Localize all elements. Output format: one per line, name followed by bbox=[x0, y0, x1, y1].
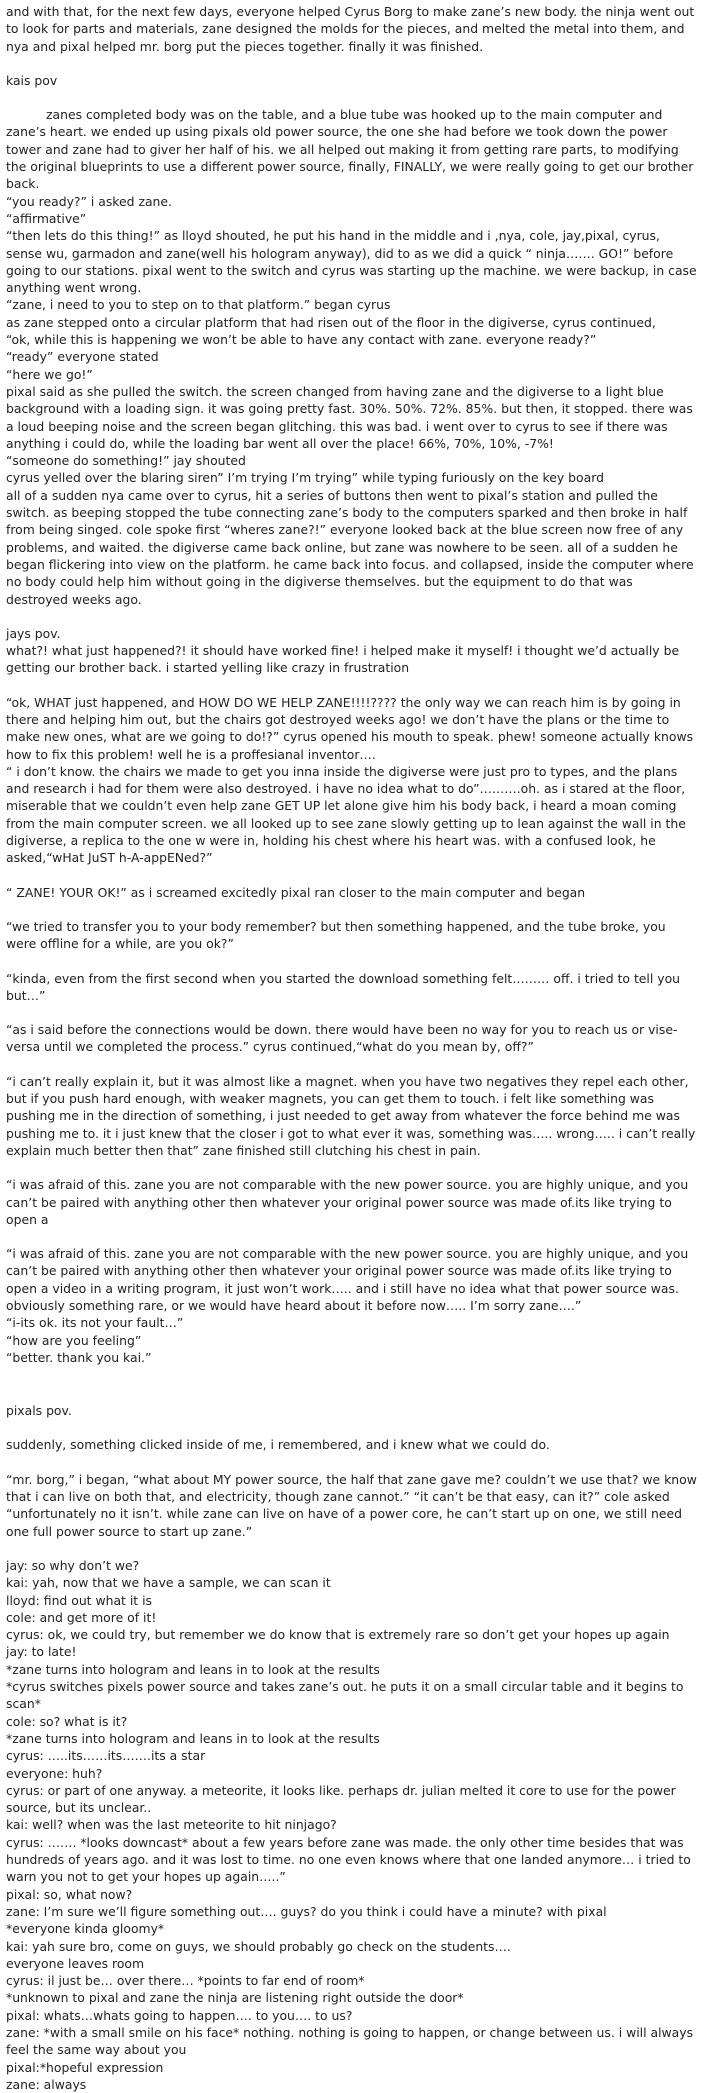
paragraph: kais pov bbox=[6, 72, 58, 88]
paragraph-spacer bbox=[6, 608, 698, 625]
paragraph: “ok, WHAT just happened, and HOW DO WE HELP ZANE!!!!???? the only way we can reach him is by going in there and helping him out, but the chairs got destroyed weeks ago! we don’t have the plans or the time to make new ones, what are we going to do!?” cyrus opened his mouth to speak. phew! someone actually knows how to fix this problem! well he is a proffesianal inventor…. bbox=[6, 694, 694, 762]
paragraph: pixals pov. bbox=[6, 1403, 72, 1419]
paragraph: “i can’t really explain it, but it was almost like a magnet. when you have two negatives they repel each other, but if you push hard enough, with weaker magnets, you can get them to touch. i felt like something was pushing me in the direction of something, i just needed to get away from whatever the force behind me was pushing me to. it i just knew that the closer i got to what ever it was, something was….. wrong….. i can’t really explain much better then that” zane finished still clutching his chest in pain. bbox=[6, 1073, 696, 1158]
paragraph: “i was afraid of this. zane you are not comparable with the new power source. you are highly unique, and you can’t be paired with anything other then whatever your original power source was made of.its like trying to open a video in a writing program, it just won’t work….. and i still have no idea what that power source was. obviously something rare, or we would have heard about it before now….. I’m sorry zane….” bbox=[6, 1246, 689, 1313]
paragraph-spacer bbox=[6, 1366, 698, 1402]
paragraph: *everyone kinda gloomy* bbox=[6, 1921, 165, 1937]
paragraph: “better. thank you kai.” bbox=[6, 1349, 152, 1365]
paragraph: zane: I’m sure we’ll figure something out…. guys? do you think i could have a minute? with pixal bbox=[6, 1903, 607, 1919]
paragraph: cyrus: ok, we could try, but remember we do know that is extremely rare so don’t get your hopes up again bbox=[6, 1627, 670, 1643]
paragraph: “i was afraid of this. zane you are not comparable with the new power source. you are highly unique, and you can’t be paired with anything other then whatever your original power source was made of.its like trying to open a bbox=[6, 1177, 689, 1227]
paragraph-spacer bbox=[6, 55, 698, 72]
paragraph-spacer bbox=[6, 1056, 698, 1073]
paragraph: pixal said as she pulled the switch. the screen changed from having zane and the digiverse to a light blue background with a loading sign. it was going pretty fast. 30%. 50%. 72%. 85%. but then, it stopped. there was a loud beeping noise and the screen began glitching. this was bad. i went over to cyrus to see if there was anything i could do, while the loading bar went all over the place! 66%, 70%, 10%, -7%! bbox=[6, 383, 693, 451]
paragraph: everyone leaves room bbox=[6, 1955, 145, 1971]
paragraph: zane: *with a small smile on his face* nothing. nothing is going to happen, or change between us. i will always feel the same way about you bbox=[6, 2024, 694, 2058]
paragraph: cyrus: ……. *looks downcast* about a few years before zane was made. the only other time besides that was hundreds of years ago. and it was lost to time. no one even knows where that one landed anymore… i tried to warn you not to get your hopes up again…..” bbox=[6, 1834, 691, 1885]
paragraph: zanes completed body was on the table, and a blue tube was hooked up to the main computer and zane’s heart. we ended up using pixals old power source, the one she had before we took down the power tower and zane had to giver her half of his. we all helped out making it from getting rare parts, to modifying the original blueprints to use a different power source, finally, FINALLY, we were really going to get our brother back. bbox=[6, 107, 694, 192]
paragraph: *zane turns into hologram and leans in to look at the results bbox=[6, 1661, 380, 1677]
paragraph: “ok, while this is happening we won’t be able to have any contact with zane. everyone ready?” bbox=[6, 332, 597, 348]
paragraph-spacer bbox=[6, 1228, 698, 1245]
paragraph: kai: yah, now that we have a sample, we can scan it bbox=[6, 1575, 331, 1591]
paragraph: jay: to late! bbox=[6, 1644, 77, 1660]
paragraph: pixal:*hopeful expression bbox=[6, 2059, 164, 2075]
paragraph: cyrus: or part of one anyway. a meteorite, it looks like. perhaps dr. julian melted it core to use for the power source, but its unclear.. bbox=[6, 1782, 676, 1816]
paragraph: *unknown to pixal and zane the ninja are listening right outside the door* bbox=[6, 1990, 464, 2006]
paragraph: cyrus: il just be… over there… *points to far end of room* bbox=[6, 1973, 365, 1989]
paragraph-spacer bbox=[6, 1540, 698, 1557]
paragraph-spacer bbox=[6, 953, 698, 970]
paragraph-spacer bbox=[6, 1454, 698, 1471]
paragraph: “kinda, even from the first second when you started the download something felt……… off. i tried to tell you but…” bbox=[6, 970, 681, 1003]
paragraph: *cyrus switches pixels power source and takes zane’s out. he puts it on a small circular table and it begins to scan* bbox=[6, 1679, 684, 1712]
paragraph: what?! what just happened?! it should have worked fine! i helped make it myself! i thought we’d actually be getting our brother back. i started yelling like crazy in frustration bbox=[6, 643, 680, 676]
paragraph: pixal: whats…whats going to happen…. to you…. to us? bbox=[6, 2007, 353, 2023]
paragraph: “someone do something!” jay shouted bbox=[6, 453, 246, 469]
paragraph: lloyd: find out what it is bbox=[6, 1592, 152, 1608]
paragraph: “here we go!” bbox=[6, 366, 93, 382]
paragraph: suddenly, something clicked inside of me, i remembered, and i knew what we could do. bbox=[6, 1437, 550, 1453]
paragraph: cyrus: …..its……its…….its a star bbox=[6, 1748, 206, 1764]
paragraph: jay: so why don’t we? bbox=[6, 1557, 140, 1573]
paragraph: cole: and get more of it! bbox=[6, 1609, 157, 1625]
paragraph: jays pov. bbox=[6, 625, 61, 641]
paragraph-spacer bbox=[6, 1159, 698, 1176]
paragraph: cyrus yelled over the blaring siren” I’m trying I’m trying” while typing furiously on the key board bbox=[6, 470, 604, 486]
paragraph: kai: yah sure bro, come on guys, we should probably go check on the students…. bbox=[6, 1938, 511, 1954]
paragraph-spacer bbox=[6, 867, 698, 884]
paragraph-spacer bbox=[6, 89, 698, 106]
paragraph: “i-its ok. its not your fault…” bbox=[6, 1315, 184, 1331]
paragraph: “you ready?” i asked zane. bbox=[6, 193, 172, 209]
paragraph-spacer bbox=[6, 677, 698, 694]
paragraph: and with that, for the next few days, everyone helped Cyrus Borg to make zane’s new body. the ninja went out to look for parts and materials, zane designed the molds for the pieces, and melted the metal into them, and nya and pixal helped mr. borg put the pieces together. finally it was finished. bbox=[6, 4, 695, 54]
paragraph: pixal: so, what now? bbox=[6, 1886, 133, 1902]
paragraph: as zane stepped onto a circular platform that had risen out of the floor in the digiverse, cyrus continued, bbox=[6, 314, 656, 330]
paragraph: *zane turns into hologram and leans in to look at the results bbox=[6, 1730, 380, 1746]
paragraph: zane: always bbox=[6, 2076, 87, 2092]
paragraph: “ready” everyone stated bbox=[6, 349, 159, 365]
paragraph-spacer bbox=[6, 1004, 698, 1021]
paragraph: “we tried to transfer you to your body remember? but then something happened, and the tube broke, you were offline for a while, are you ok?” bbox=[6, 918, 666, 952]
paragraph: “how are you feeling” bbox=[6, 1332, 142, 1348]
paragraph: “as i said before the connections would be down. there would have been no way for you to reach us or vise-versa until we completed the process.” cyrus continued,“what do you mean by, off?” bbox=[6, 1022, 678, 1055]
paragraph: all of a sudden nya came over to cyrus, hit a series of buttons then went to pixal’s station and pulled the switch. as beeping stopped the tube connecting zane’s body to the computers sparked and then broke in half from being singed. cole spoke first “wheres zane?!” everyone looked back at the blue screen now free of any problems, and waited. the digiverse came back online, but zane was nowhere to be seen. all of a sudden he began flickering into view on the platform. he came back into focus. and collapsed, inside the computer where no body could help him without going in the digiverse themselves. but the equipment to do that was destroyed weeks ago. bbox=[6, 487, 694, 607]
paragraph: kai: well? when was the last meteorite to hit ninjago? bbox=[6, 1817, 337, 1833]
paragraph: everyone: huh? bbox=[6, 1765, 103, 1781]
paragraph: “affirmative” bbox=[6, 210, 87, 226]
paragraph: “then lets do this thing!” as lloyd shouted, he put his hand in the middle and i ,nya, cole, jay,pixal, cyrus, sense wu, garmadon and zane(well his hologram anyway), did to as we did a quick “ ninja……. GO!” before going to our stations. pixal went to the switch and cyrus was starting up the machine. we were backup, in case anything went wrong. bbox=[6, 228, 697, 296]
paragraph: “ ZANE! YOUR OK!” as i screamed excitedly pixal ran closer to the main computer and began bbox=[6, 884, 586, 900]
paragraph-spacer bbox=[6, 901, 698, 918]
paragraph: “ i don’t know. the chairs we made to get you inna inside the digiverse were just pro to types, and the plans and research i had for them were also destroyed. i have no idea what to do”……….oh. as i stared at the floor, miserable that we couldn’t even help zane GET UP let alone give him his body back, i heard a moan coming from the main computer screen. we all looked up to see zane slowly getting up to lean against the wall in the digiverse, a replica to the one w were in, holding his chest where his heart was. with a confused look, he asked,“wHat JuST h-A-appENed?” bbox=[6, 763, 686, 866]
paragraph: “mr. borg,” i began, “what about MY power source, the half that zane gave me? couldn’t we use that? we know that i can live on both that, and electricity, though zane cannot.” “it can’t be that easy, can it?” cole asked “unfortunately no it isn’t. while zane can live on have of a power core, he can’t start up on one, we still need one full power source to start up zane.” bbox=[6, 1471, 697, 1539]
paragraph: “zane, i need to you to step on to that platform.” began cyrus bbox=[6, 297, 391, 313]
paragraph-spacer bbox=[6, 1419, 698, 1436]
paragraph: cole: so? what is it? bbox=[6, 1713, 128, 1729]
